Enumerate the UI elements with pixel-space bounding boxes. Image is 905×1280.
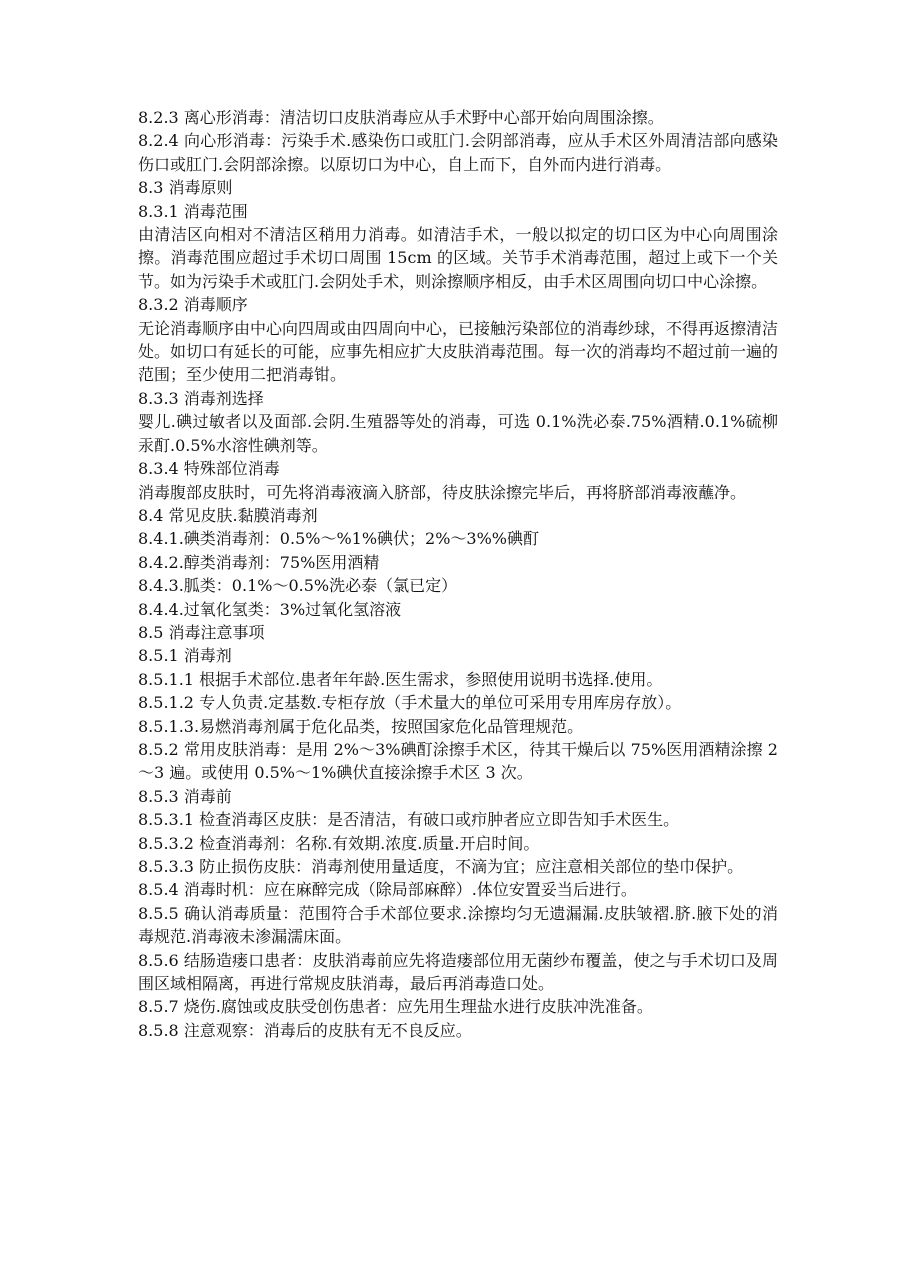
paragraph-8-5-4: 8.5.4 消毒时机：应在麻醉完成（除局部麻醉）.体位安置妥当后进行。 <box>138 880 637 900</box>
paragraph-8-2-3: 8.2.3 离心形消毒：清洁切口皮肤消毒应从手术野中心部开始向周围涂擦。 <box>138 108 664 127</box>
item-8-4-4: 8.4.4.过氧化氢类：3%过氧化氢溶液 <box>138 599 402 619</box>
paragraph-8-5-5: 8.5.5 确认消毒质量：范围符合手术部位要求.涂擦均匀无遗漏漏.皮肤皱褶.脐.腋下处的消毒规范.消毒液未渗漏濡床面。 <box>138 903 778 947</box>
item-8-4-1: 8.4.1.碘类消毒剂：0.5%～%1%碘伏；2%～3%%碘酊 <box>138 529 540 549</box>
paragraph-8-5-7: 8.5.7 烧伤.腐蚀或皮肤受创伤患者：应先用生理盐水进行皮肤冲洗准备。 <box>138 997 653 1017</box>
item-8-4-3: 8.4.3.胍类：0.1%～0.5%洗必泰（氯已定） <box>138 576 458 596</box>
heading-8-3-2: 8.3.2 消毒顺序 <box>138 295 248 315</box>
heading-8-5-3: 8.5.3 消毒前 <box>138 786 232 806</box>
paragraph-disinfection-range: 由清洁区向相对不清洁区稍用力消毒。如清洁手术，一般以拟定的切口区为中心向周围涂擦。消毒范围应超过手术切口周围 15cm 的区域。关节手术消毒范围，超过上或下一个关节。如为污染手术或肛门.会阴处手术，则涂擦顺序相反，由手术区周围向切口中心涂擦。 <box>138 225 778 291</box>
item-8-5-1-3: 8.5.1.3.易燃消毒剂属于危化品类，按照国家危化品管理规范。 <box>138 716 584 736</box>
paragraph-8-5-8: 8.5.8 注意观察：消毒后的皮肤有无不良反应。 <box>138 1020 472 1040</box>
item-8-5-1-1: 8.5.1.1 根据手术部位.患者年年龄.医生需求，参照使用说明书选择.使用。 <box>138 669 663 689</box>
paragraph-8-5-6: 8.5.6 结肠造瘘口患者：皮肤消毒前应先将造瘘部位用无菌纱布覆盖，使之与手术切口及周围区域相隔离，再进行常规皮肤消毒，最后再消毒造口处。 <box>138 950 778 994</box>
item-8-5-3-2: 8.5.3.2 检查消毒剂：名称.有效期.浓度.质量.开启时间。 <box>138 833 540 853</box>
heading-8-3-1: 8.3.1 消毒范围 <box>138 201 248 221</box>
paragraph-disinfection-order: 无论消毒顺序由中心向四周或由四周向中心，已接触污染部位的消毒纱球，不得再返擦清洁处。如切口有延长的可能，应事先相应扩大皮肤消毒范围。每一次的消毒均不超过前一遍的范围；至少使用二把消毒钳。 <box>138 318 779 385</box>
paragraph-special-site: 消毒腹部皮肤时，可先将消毒液滴入脐部，待皮肤涂擦完毕后，再将脐部消毒液蘸净。 <box>138 482 747 502</box>
heading-8-3-4: 8.3.4 特殊部位消毒 <box>138 459 280 479</box>
document-body <box>138 106 778 1042</box>
heading-8-5: 8.5 消毒注意事项 <box>138 622 265 642</box>
paragraph-disinfectant-choice: 婴儿.碘过敏者以及面部.会阴.生殖器等处的消毒，可选 0.1%洗必泰.75%酒精.0.1%硫柳汞酊.0.5%水溶性碘剂等。 <box>138 412 778 455</box>
heading-8-3: 8.3 消毒原则 <box>138 178 233 198</box>
heading-8-5-1: 8.5.1 消毒剂 <box>138 646 232 666</box>
item-8-5-3-1: 8.5.3.1 检查消毒区皮肤：是否清洁，有破口或疖肿者应立即告知手术医生。 <box>138 810 680 830</box>
heading-8-4: 8.4 常见皮肤.黏膜消毒剂 <box>138 505 318 525</box>
item-8-4-2: 8.4.2.醇类消毒剂：75%医用酒精 <box>138 552 380 572</box>
paragraph-8-2-4: 8.2.4 向心形消毒：污染手术.感染伤口或肛门.会阴部消毒，应从手术区外周清洁部向感染伤口或肛门.会阴部涂擦。以原切口为中心，自上而下，自外而内进行消毒。 <box>138 131 778 174</box>
item-8-5-3-3: 8.5.3.3 防止损伤皮肤：消毒剂使用量适度，不滴为宜；应注意相关部位的垫巾保护。 <box>138 857 744 876</box>
heading-8-3-3: 8.3.3 消毒剂选择 <box>138 388 264 408</box>
item-8-5-1-2: 8.5.1.2 专人负责.定基数.专柜存放（手术量大的单位可采用专用库房存放）。 <box>138 693 682 713</box>
paragraph-8-5-2: 8.5.2 常用皮肤消毒：是用 2%～3%碘酊涂擦手术区，待其干燥后以 75%医用酒精涂擦 2～3 遍。或使用 0.5%～1%碘伏直接涂擦手术区 3 次。 <box>138 739 778 783</box>
